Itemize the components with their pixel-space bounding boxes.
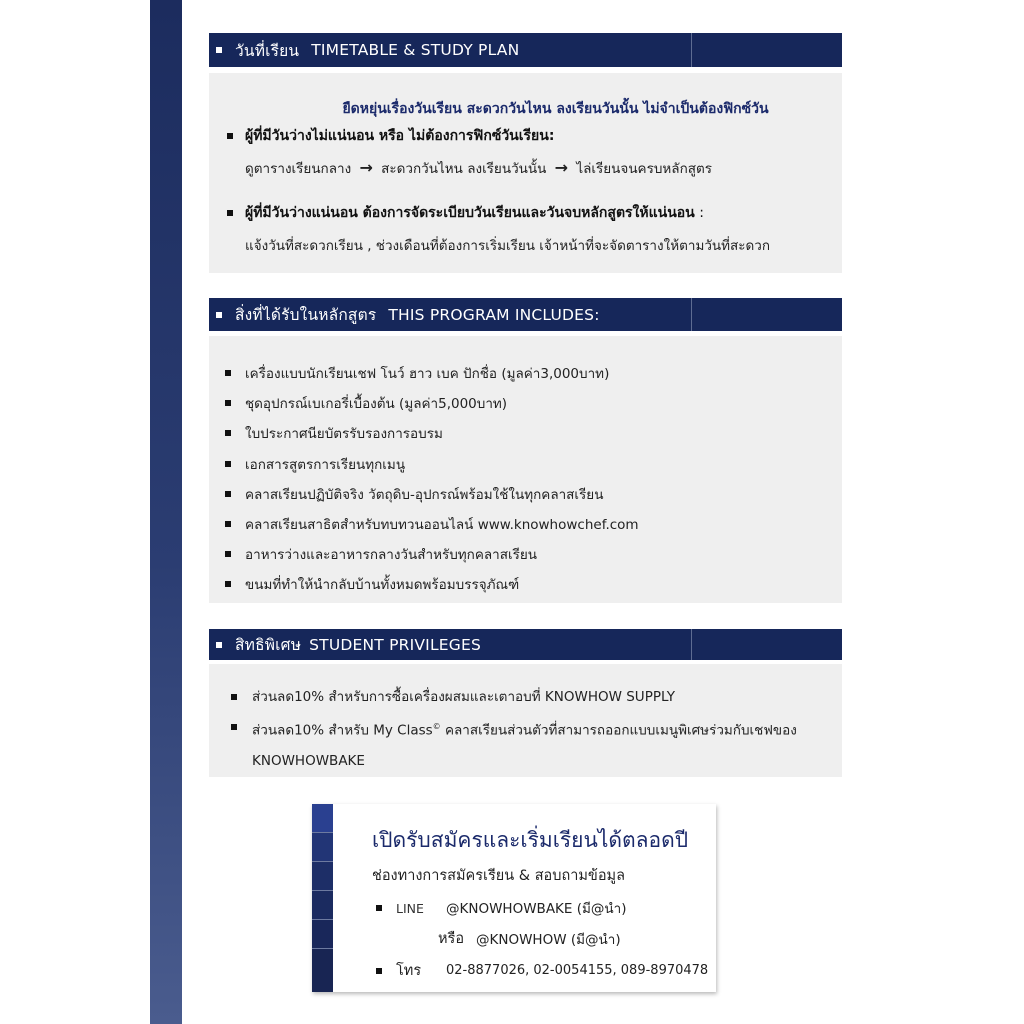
bullet-icon: [225, 551, 231, 557]
fixed-heading-colon: :: [694, 205, 704, 221]
bullet-icon: [376, 968, 382, 974]
flexible-step-3: ไล่เรียนจนครบหลักสูตร: [576, 161, 713, 177]
header-divider: [691, 629, 692, 660]
line-label: LINE: [396, 900, 424, 916]
copyright-mark: ©: [432, 722, 441, 731]
privileges-header-en: STUDENT PRIVILEGES: [309, 635, 482, 654]
bullet-icon: [227, 210, 233, 216]
bullet-icon: [231, 724, 237, 730]
list-item: ชุดอุปกรณ์เบเกอรี่เบื้องต้น (มูลค่า5,000บาท): [225, 388, 639, 418]
line-alt-id-link[interactable]: @KNOWHOW (มี@นำ): [476, 931, 621, 948]
phone-numbers[interactable]: 02-8877026, 02-0054155, 089-8970478: [446, 963, 709, 978]
contact-phone-row: [376, 959, 708, 982]
privilege-item-myclass: ส่วนลด10% สำหรับ My Class© คลาสเรียนส่วนตัวที่สามารถออกแบบเมนูพิเศษร่วมกับเชฟของ KNOWHOWBAKE: [231, 718, 822, 776]
arrow-right-icon: →: [359, 158, 373, 177]
includes-list: [225, 358, 639, 600]
arrow-right-icon: →: [554, 158, 569, 177]
timetable-subtitle: ยืดหยุ่นเรื่องวันเรียน สะดวกวันไหน ลงเรียนวันนั้น ไม่จำเป็นต้องฟิกซ์วัน: [342, 101, 769, 117]
includes-header: [209, 298, 842, 331]
contact-line-alt-row: [438, 927, 621, 950]
timetable-header-en: TIMETABLE & STUDY PLAN: [311, 41, 520, 59]
timetable-header: [209, 33, 842, 67]
privileges-panel: [209, 664, 842, 777]
timetable-header-th: วันที่เรียน: [235, 41, 300, 60]
bullet-icon: [231, 694, 237, 700]
privilege-item-supply: ส่วนลด10% สำหรับการซื้อเครื่องผสมและเตาอบที่ KNOWHOW SUPPLY: [231, 688, 822, 712]
header-bullet-icon: [216, 312, 222, 318]
timetable-item-fixed: [227, 202, 832, 256]
bullet-icon: [225, 430, 231, 436]
fixed-heading: ผู้ที่มีวันว่างแน่นอน ต้องการจัดระเบียบวันเรียนและวันจบหลักสูตรให้แน่นอน: [245, 205, 695, 221]
privileges-header-th: สิทธิพิเศษ: [235, 636, 302, 654]
header-divider: [691, 298, 692, 331]
line-id-link[interactable]: @KNOWHOWBAKE (มี@นำ): [446, 901, 627, 917]
list-item: ขนมที่ทำให้นำกลับบ้านทั้งหมดพร้อมบรรจุภัณฑ์: [225, 569, 639, 599]
left-accent-bar: [150, 0, 182, 1024]
bullet-icon: [225, 370, 231, 376]
contact-line-row: [376, 897, 626, 919]
bullet-icon: [225, 461, 231, 467]
bullet-icon: [225, 491, 231, 497]
flexible-heading: ผู้ที่มีวันว่างไม่แน่นอน หรือ ไม่ต้องการฟิกซ์วันเรียน:: [245, 128, 555, 144]
contact-title: เปิดรับสมัครและเริ่มเรียนได้ตลอดปี: [372, 828, 689, 852]
includes-panel: [209, 336, 842, 603]
bullet-icon: [225, 581, 231, 587]
contact-subtitle: ช่องทางการสมัครเรียน & สอบถามข้อมูล: [372, 868, 625, 884]
privileges-header: [209, 629, 842, 660]
list-item: เครื่องแบบนักเรียนเชฟ โนว์ ฮาว เบค ปักชื่อ (มูลค่า3,000บาท): [225, 358, 639, 388]
list-item: ใบประกาศนียบัตรรับรองการอบรม: [225, 418, 639, 448]
bullet-icon: [225, 400, 231, 406]
header-bullet-icon: [216, 47, 222, 53]
list-item: เอกสารสูตรการเรียนทุกเมนู: [225, 449, 639, 479]
flexible-step-1: ดูตารางเรียนกลาง: [245, 161, 352, 177]
header-bullet-icon: [216, 642, 222, 648]
flexible-step-2: สะดวกวันไหน ลงเรียนวันนั้น: [381, 161, 547, 177]
header-divider: [691, 33, 692, 67]
list-item: คลาสเรียนปฏิบัติจริง วัตถุดิบ-อุปกรณ์พร้อมใช้ในทุกคลาสเรียน: [225, 479, 639, 509]
bullet-icon: [225, 521, 231, 527]
timetable-panel: [209, 73, 842, 273]
list-item: คลาสเรียนสาธิตสำหรับทบทวนออนไลน์ www.knowhowchef.com: [225, 509, 639, 539]
fixed-desc: แจ้งวันที่สะดวกเรียน , ช่วงเดือนที่ต้องการเริ่มเรียน เจ้าหน้าที่จะจัดตารางให้ตามวันที่สะดวก: [245, 238, 771, 254]
phone-label: โทร: [396, 963, 422, 979]
timetable-item-flexible: [227, 125, 832, 179]
includes-header-en: THIS PROGRAM INCLUDES:: [388, 305, 600, 324]
list-item: อาหารว่างและอาหารกลางวันสำหรับทุกคลาสเรียน: [225, 539, 639, 569]
bullet-icon: [376, 905, 382, 911]
or-label: หรือ: [438, 931, 465, 947]
contact-card: [312, 804, 716, 992]
includes-header-th: สิ่งที่ได้รับในหลักสูตร: [235, 306, 377, 324]
contact-card-strip: [312, 804, 333, 992]
bullet-icon: [227, 133, 233, 139]
